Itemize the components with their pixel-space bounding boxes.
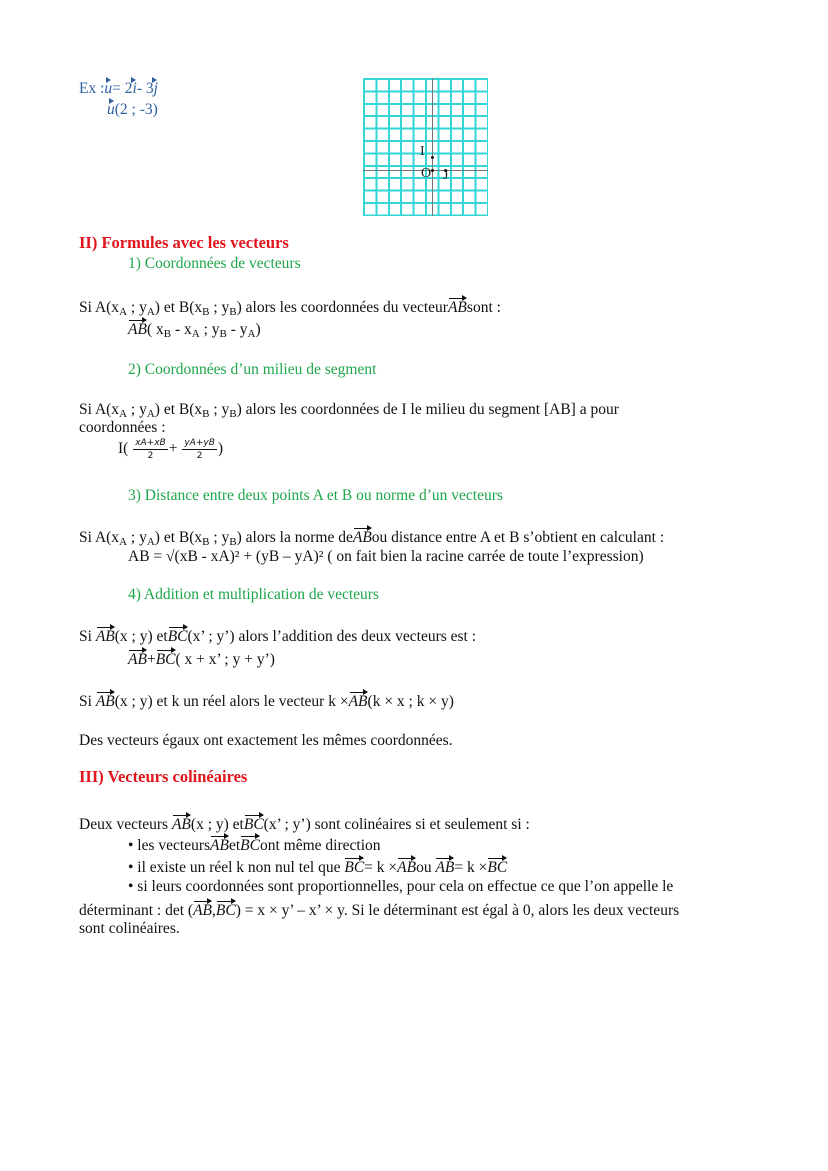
formula xyxy=(128,548,644,566)
text-run: • si leurs coordonnées sont proportionnelles, pour cela on effectue ce que l’on appelle le xyxy=(128,878,674,895)
formula xyxy=(128,649,275,669)
text-run: , xyxy=(212,902,216,919)
text-run: ou distance entre A et B s’obtient en calculant : xyxy=(371,529,665,546)
vector-i: i xyxy=(132,80,137,97)
bullet-item xyxy=(128,835,381,855)
vector-bc: BC xyxy=(155,651,176,668)
vector-bc: BC xyxy=(243,816,264,833)
grid-figure xyxy=(363,78,488,216)
subsection-3-title: 3) Distance entre deux points A et B ou norme d’un vecteurs xyxy=(128,487,503,504)
text-run: Si A(x xyxy=(79,299,120,316)
text-run: - x xyxy=(171,321,192,338)
text-run: AB = √(xB - xA)² + (yB – yA)² ( on fait bien la racine carrée de toute l’expression) xyxy=(128,548,644,565)
text-run: et xyxy=(228,837,241,854)
paragraph xyxy=(79,920,180,938)
paragraph xyxy=(79,626,476,646)
label-o: O xyxy=(421,166,432,181)
subscript: A xyxy=(191,328,200,340)
text-run: I( xyxy=(118,440,133,458)
fraction xyxy=(182,437,217,462)
vector-bc: BC xyxy=(240,837,260,854)
text-run: Deux vecteurs xyxy=(79,816,172,833)
text-run: Si xyxy=(79,628,96,645)
text-run: ; y xyxy=(127,299,147,316)
text-run: ) alors les coordonnées du vecteur xyxy=(236,299,448,316)
vector-u: u xyxy=(104,80,113,97)
vector-ab: AB xyxy=(128,651,147,668)
vector-bc: BC xyxy=(487,859,508,876)
vector-ab: AB xyxy=(128,321,147,338)
label-i: I xyxy=(420,144,425,159)
subscript: B xyxy=(229,536,237,548)
text-run: ; y xyxy=(209,299,230,316)
text-run: ( x + x’ ; y + y’) xyxy=(175,651,275,668)
text-run: ) et B(x xyxy=(154,299,203,316)
example-equation xyxy=(79,78,158,98)
text-run: (x ; y) et xyxy=(114,628,168,645)
subscript: A xyxy=(146,306,155,318)
point-o xyxy=(431,169,434,172)
subsection-1-title: 1) Coordonnées de vecteurs xyxy=(128,255,301,272)
vector-ab: AB xyxy=(210,837,229,854)
subscript: A xyxy=(146,408,155,420)
text-run: ) = x × y’ – x’ × y. Si le déterminant est égal à 0, alors les deux vecteurs xyxy=(235,902,680,919)
text-run: • les vecteurs xyxy=(128,837,211,854)
text-run: ) alors les coordonnées de I le milieu du segment [AB] a pour xyxy=(236,401,619,418)
subscript: B xyxy=(163,328,172,340)
paragraph xyxy=(79,732,453,750)
text-run: coordonnées : xyxy=(79,419,166,436)
subscript: B xyxy=(229,408,237,420)
text-run: = 2 xyxy=(112,80,133,97)
text-run: (k × x ; k × y) xyxy=(367,693,454,710)
vector-ab: AB xyxy=(352,529,372,546)
text-run: sont : xyxy=(466,299,501,316)
text-run: - y xyxy=(226,321,248,338)
text-run: + xyxy=(168,440,182,458)
formula xyxy=(128,319,261,343)
text-run: (2 ; -3) xyxy=(114,101,158,118)
fraction-numerator: yA+yB xyxy=(184,438,215,448)
text-run: (x ; y) et k un réel alors le vecteur k × xyxy=(114,693,349,710)
text-run: ; y xyxy=(209,401,230,418)
subscript: A xyxy=(119,408,128,420)
text-run: ; y xyxy=(127,529,147,546)
text-run: ) alors la norme de xyxy=(236,529,353,546)
text-run: Si xyxy=(79,693,96,710)
vector-ab: AB xyxy=(397,859,417,876)
subsection-4-title: 4) Addition et multiplication de vecteurs xyxy=(128,586,379,603)
text-run: • il existe un réel k non nul tel que xyxy=(128,859,345,876)
vector-ab: AB xyxy=(193,902,212,919)
text-run: ; y xyxy=(209,529,230,546)
text-run: ; y xyxy=(199,321,220,338)
text-run: ) xyxy=(255,321,261,338)
text-run: + xyxy=(146,651,156,668)
text-run: Si A(x xyxy=(79,529,120,546)
paragraph xyxy=(79,419,166,437)
text-run: ) et B(x xyxy=(154,529,203,546)
vector-bc: BC xyxy=(167,628,188,645)
text-run: = k × xyxy=(454,859,488,876)
vector-bc: BC xyxy=(215,902,236,919)
text-run: Si A(x xyxy=(79,401,120,418)
vector-ab: AB xyxy=(435,859,455,876)
text-run: ) et B(x xyxy=(154,401,203,418)
text-run: déterminant : det ( xyxy=(79,902,194,919)
vector-ab: AB xyxy=(171,816,191,833)
text-run: (x’ ; y’) sont colinéaires si et seulement si : xyxy=(263,816,530,833)
fraction-numerator: xA+xB xyxy=(135,438,166,448)
section-2-heading: II) Formules avec les vecteurs xyxy=(79,233,289,252)
subscript: B xyxy=(202,536,210,548)
subscript: B xyxy=(219,328,227,340)
text-run: = k × xyxy=(364,859,398,876)
paragraph xyxy=(79,691,454,711)
subscript: B xyxy=(229,306,237,318)
subscript: A xyxy=(119,306,128,318)
text-run: Des vecteurs égaux ont exactement les mêmes coordonnées. xyxy=(79,732,453,749)
subscript: A xyxy=(146,536,155,548)
text-run: Ex : xyxy=(79,80,105,97)
bullet-item xyxy=(128,878,673,896)
point-i xyxy=(431,156,434,159)
paragraph xyxy=(79,814,530,834)
text-run: sont colinéaires. xyxy=(79,920,180,937)
fraction-denominator: 2 xyxy=(147,451,154,461)
example-coordinates xyxy=(107,99,158,119)
label-j: J xyxy=(443,168,449,183)
text-run: - 3 xyxy=(136,80,154,97)
fraction-denominator: 2 xyxy=(196,451,203,461)
vector-bc: BC xyxy=(344,859,365,876)
text-run: (x ; y) et xyxy=(190,816,244,833)
vector-ab: AB xyxy=(95,693,115,710)
subscript: B xyxy=(202,306,210,318)
text-run: (x’ ; y’) alors l’addition des deux vecteurs est : xyxy=(187,628,477,645)
text-run: ( x xyxy=(146,321,164,338)
subscript: A xyxy=(247,328,256,340)
subsection-2-title: 2) Coordonnées d’un milieu de segment xyxy=(128,361,377,378)
subscript: B xyxy=(202,408,210,420)
y-axis xyxy=(432,78,433,216)
vector-j: j xyxy=(153,80,158,97)
text-run: ou xyxy=(416,859,436,876)
bullet-item xyxy=(128,857,507,877)
text-run: ) xyxy=(217,440,224,458)
text-run: ont même direction xyxy=(259,837,381,854)
text-run: ; y xyxy=(127,401,147,418)
vector-ab: AB xyxy=(95,628,115,645)
vector-ab: AB xyxy=(348,693,368,710)
vector-ab: AB xyxy=(447,299,467,316)
fraction xyxy=(133,437,168,462)
subscript: A xyxy=(119,536,128,548)
paragraph xyxy=(79,900,679,920)
section-3-heading: III) Vecteurs colinéaires xyxy=(79,767,248,786)
formula xyxy=(118,437,223,462)
vector-u: u xyxy=(107,101,115,118)
